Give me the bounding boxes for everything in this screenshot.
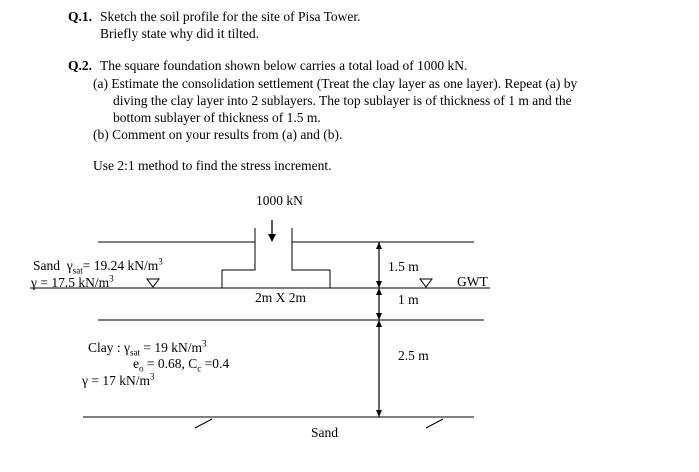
hatch-mark-left — [195, 419, 212, 428]
dim-mid-label: 1 m — [398, 292, 419, 307]
q2-part-a-line3: bottom sublayer of thickness of 1.5 m. — [113, 110, 321, 125]
q1-label: Q.1. — [68, 9, 93, 24]
q1-line2: Briefly state why did it tilted. — [100, 26, 259, 41]
dim-arrow-clay-down — [376, 320, 382, 327]
q2-part-b: (b) Comment on your results from (a) and (b). — [93, 127, 343, 142]
dim-arrow-gwt-up — [376, 281, 382, 288]
clay-gamma-label: γ = 17 $kN/m^3$ — [82, 371, 155, 388]
bottom-sand-label: Sand — [311, 425, 338, 440]
q2-intro: The square foundation shown below carries a total load of 1000 kN. — [100, 58, 468, 73]
dim-top-label: 1.5 m — [388, 259, 419, 274]
water-table-symbol-left — [147, 279, 159, 287]
dim-arrow-gwt-down — [376, 288, 382, 295]
q2-part-a-line2: diving the clay layer into 2 sublayers. The top sublayer is of thickness of 1 m and the — [113, 93, 572, 108]
dim-arrow-clay-up — [376, 313, 382, 320]
footing-size-label: 2m X 2m — [255, 290, 307, 305]
water-table-symbol-right — [420, 279, 432, 287]
load-label: 1000 kN — [256, 193, 303, 208]
q1-line1: Sketch the soil profile for the site of Pisa Tower. — [100, 9, 361, 24]
gwt-label: GWT — [457, 274, 488, 289]
footing-outline — [222, 228, 330, 288]
q2-label: Q.2. — [68, 58, 93, 73]
hatch-mark-right — [426, 419, 443, 428]
clay-e0-cc-label: $e_o = 0.68$, $C_c =0.4$ — [133, 356, 230, 374]
q2-method: Use 2:1 method to find the stress increment. — [93, 158, 332, 173]
dim-bottom-label: 2.5 m — [398, 348, 429, 363]
sand-gamma-label: γ = 17.5 $kN/m^3$ — [31, 273, 114, 290]
dim-arrow-bottom — [376, 410, 382, 417]
clay-gamma-sat-label: Clay : $\gamma_{sat} = 19$ $kN/m^3$ — [88, 338, 207, 358]
load-arrowhead — [268, 234, 276, 242]
dim-arrow-top — [376, 242, 382, 249]
sand-gamma-sat-label: Sand $\gamma_{sat}= 19.24$ $kN/m^3$ — [33, 256, 163, 276]
q2-part-a-line1: (a) Estimate the consolidation settlement (Treat the clay layer as one layer). Repeat (a) by — [93, 76, 578, 91]
